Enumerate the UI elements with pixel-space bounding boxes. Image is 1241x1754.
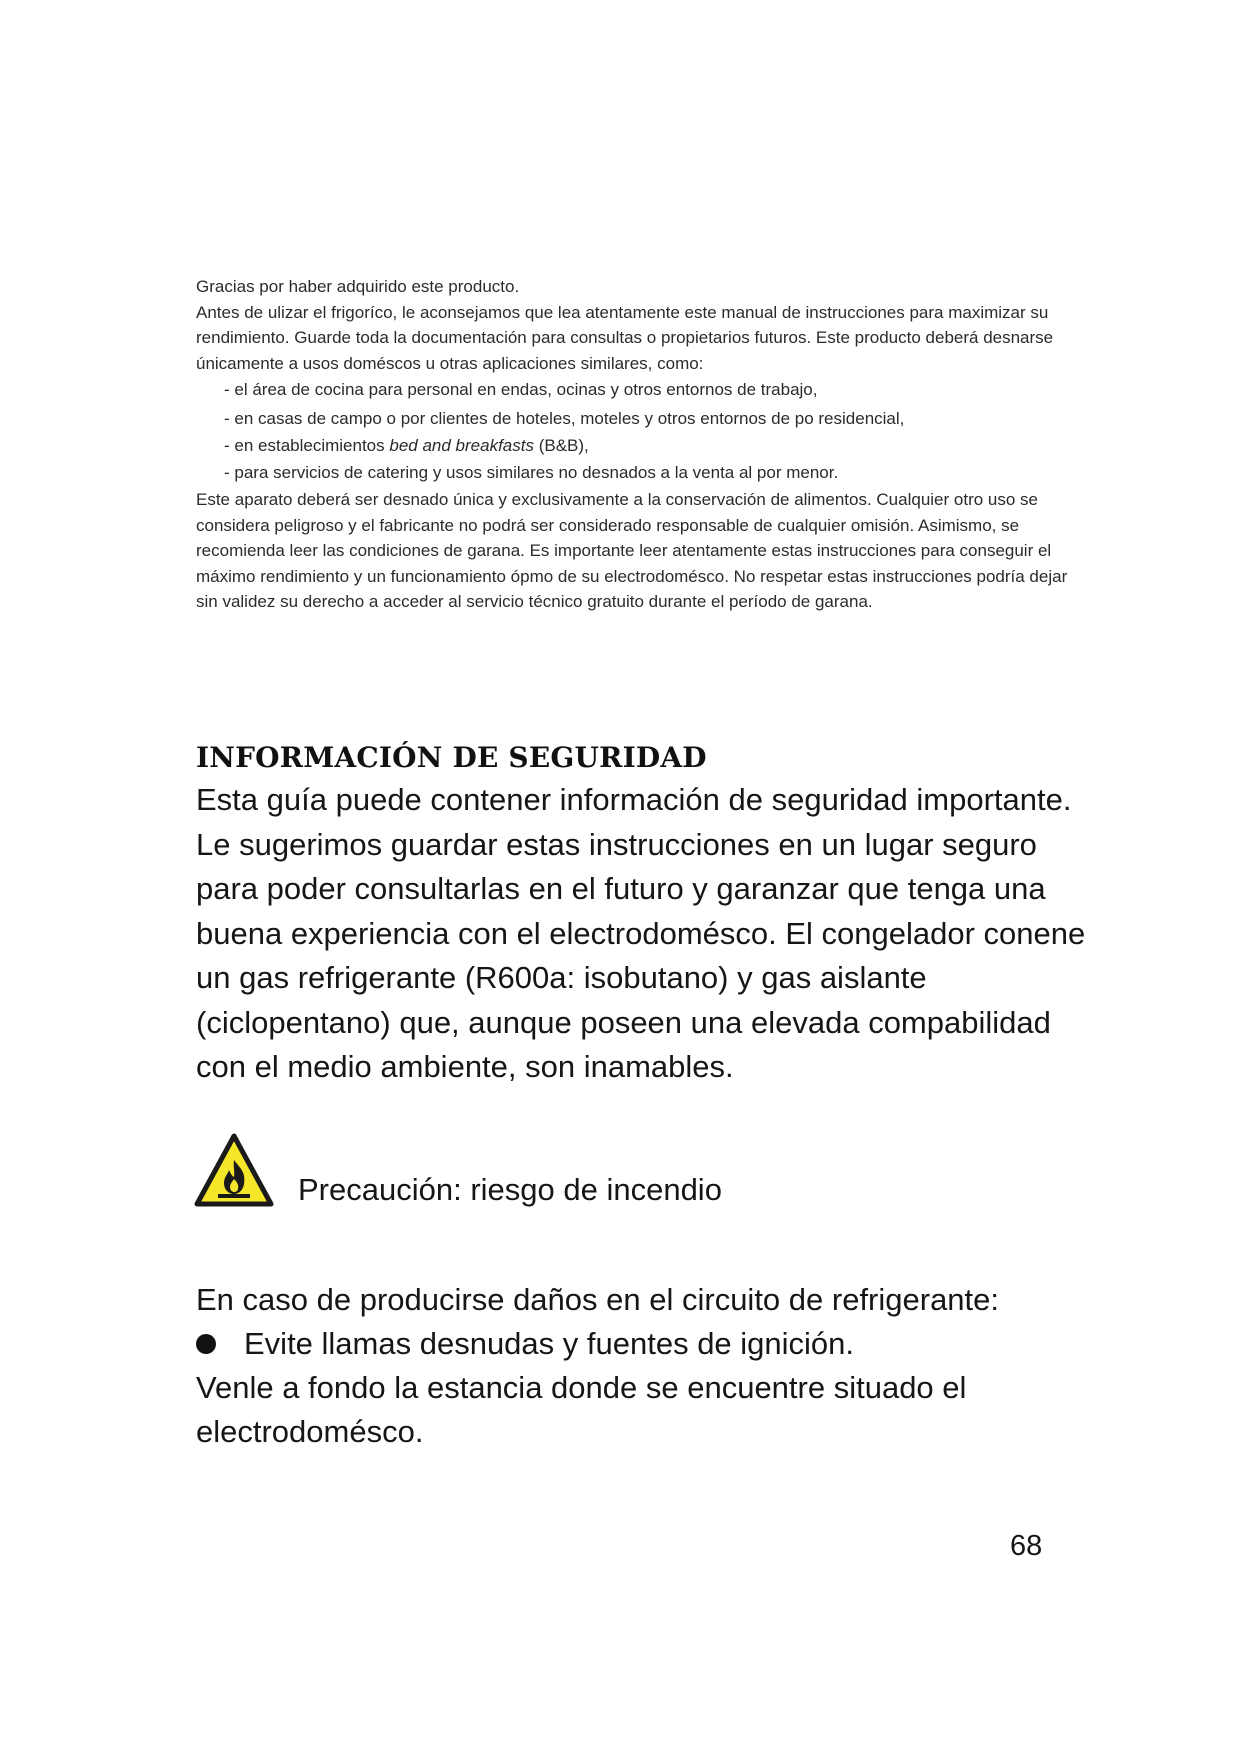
ventilation-text: Venle a fondo la estancia donde se encuentre situado el electrodomésco.: [196, 1370, 967, 1449]
use-item: [196, 433, 1076, 459]
list-item: [196, 1322, 1096, 1366]
section-title: INFORMACIÓN DE SEGURIDAD: [196, 741, 707, 774]
warning-text: Precaución: riesgo de incendio: [298, 1172, 722, 1207]
intro-thanks: Gracias por haber adquirido este producto.: [196, 277, 520, 296]
use-item-prefix: - en establecimientos: [224, 436, 390, 455]
use-item: - en casas de campo o por clientes de hoteles, moteles y otros entornos de po residencial,: [224, 408, 905, 428]
intro-advice: Antes de ulizar el frigoríco, le aconsejamos que lea atentamente este manual de instrucciones para maximizar su rendimiento. Guarde toda la documentación para consultas o propietarios futuros. Este producto deberá desnarse únicamente a usos doméscos u otras aplicaciones similares, como:: [196, 302, 1054, 373]
bullet-icon: [196, 1334, 216, 1354]
safety-body: Esta guía puede contener información de seguridad importante. Le sugerimos guardar estas instrucciones en un lugar seguro para poder consultarlas en el futuro y garanzar que tenga una buena experiencia con el electrodomésco. El congelador conene un gas refrigerante (R600a: isobutano) y gas aislante (ciclopentano) que, aunque poseen una elevada compabilidad con el medio ambiente, son inamables.: [196, 782, 1086, 1084]
flammable-warning-icon: [194, 1132, 274, 1208]
page-number: 68: [1010, 1530, 1043, 1562]
damage-section: [196, 1278, 1096, 1454]
use-item: - el área de cocina para personal en endas, ocinas y otros entornos de trabajo,: [224, 380, 818, 399]
bullet-text: Evite llamas desnudas y fuentes de ignición.: [244, 1326, 855, 1361]
intro-usage-warning: Este aparato deberá ser desnado única y exclusivamente a la conservación de alimentos. Cualquier otro uso se considera peligroso y el fabricante no podrá ser considerado responsable de cualquier omisión. Asimismo, se recomienda leer las condiciones de garana. Es importante leer atentamente estas instrucciones para conseguir el máximo rendimiento y un funcionamiento ópmo de su electrodomésco. No respetar estas instrucciones podría dejar sin validez su derecho a acceder al servicio técnico gratuito durante el período de garana.: [196, 490, 1068, 611]
use-item-suffix: (B&B),: [533, 436, 589, 455]
intro-section: [196, 274, 1076, 615]
fire-warning: [194, 1132, 894, 1212]
damage-intro: En caso de producirse daños en el circuito de refrigerante:: [196, 1282, 1000, 1317]
use-item-italic: bed and breakfasts: [389, 436, 534, 455]
use-item: - para servicios de catering y usos similares no desnados a la venta al por menor.: [224, 462, 839, 482]
